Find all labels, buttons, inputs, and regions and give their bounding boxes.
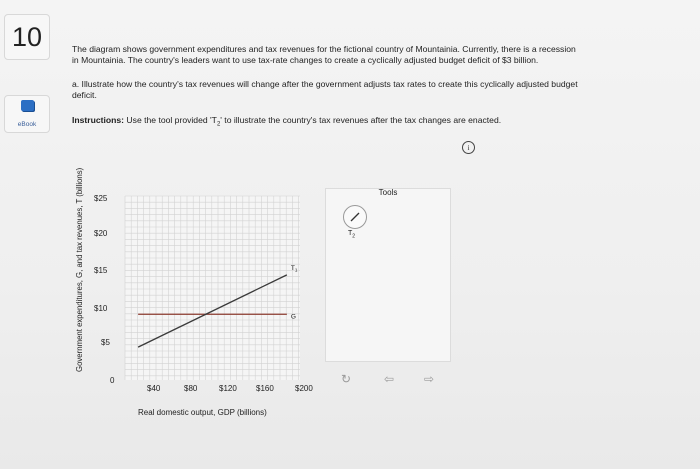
x-axis-label: Real domestic output, GDP (billions) [138,408,267,417]
t2-tool-sub: 2 [352,233,356,240]
part-a-line-1: a. Illustrate how the country's tax revenues will change after the government adjusts tax rates to create this cyclically adjusted budget [72,79,578,89]
t2-line-tool[interactable] [343,205,367,229]
x-tick-label: $80 [184,384,198,393]
intro-line-2: in Mountainia. The country's leaders want to use tax-rate changes to create a cyclically adjusted budget deficit of $3 billion. [72,55,539,65]
y-tick-label: $20 [94,229,108,238]
tools-panel [325,188,451,362]
x-tick-label: $200 [295,384,313,393]
y-tick-label: $5 [101,338,110,347]
x-tick-label: $120 [219,384,237,393]
chart-grid [125,196,300,380]
intro-line-1: The diagram shows government expenditures and tax revenues for the fictional country of Mountainia. Currently, there is a recession [72,44,576,54]
x-tick-label: $160 [256,384,274,393]
y-axis-label: Government expenditures, G, and tax revenues, T (billions) [75,167,84,372]
forward-arrow-icon[interactable]: ⇨ [424,372,435,386]
instructions-label: Instructions: [72,115,125,125]
undo-icon[interactable]: ↻ [341,372,352,386]
instructions-pre: Use the tool provided 'T [124,115,217,125]
t2-tool-letter: T [348,230,353,237]
back-arrow-icon[interactable]: ⇦ [384,372,395,386]
question-number[interactable]: 10 [4,14,50,60]
ebook-label: eBook [17,121,37,128]
tools-title: Tools [378,188,398,197]
t2-tool-label [348,230,355,239]
y-tick-label: $10 [94,304,108,313]
line-tool-icon [344,206,366,228]
series-label-t: $T_1$ [290,264,298,273]
series-label-g: G [290,313,296,321]
info-icon[interactable]: i [462,141,475,154]
instructions-post: ' to illustrate the country's tax revenues after the tax changes are enacted. [220,115,502,125]
part-a-line-2: deficit. [72,90,97,100]
instructions-sub: 2 [216,121,221,128]
y-tick-label: $25 [94,194,108,203]
y-tick-label: $15 [94,266,108,275]
x-tick-label: $40 [147,384,161,393]
origin-label: 0 [110,376,115,385]
